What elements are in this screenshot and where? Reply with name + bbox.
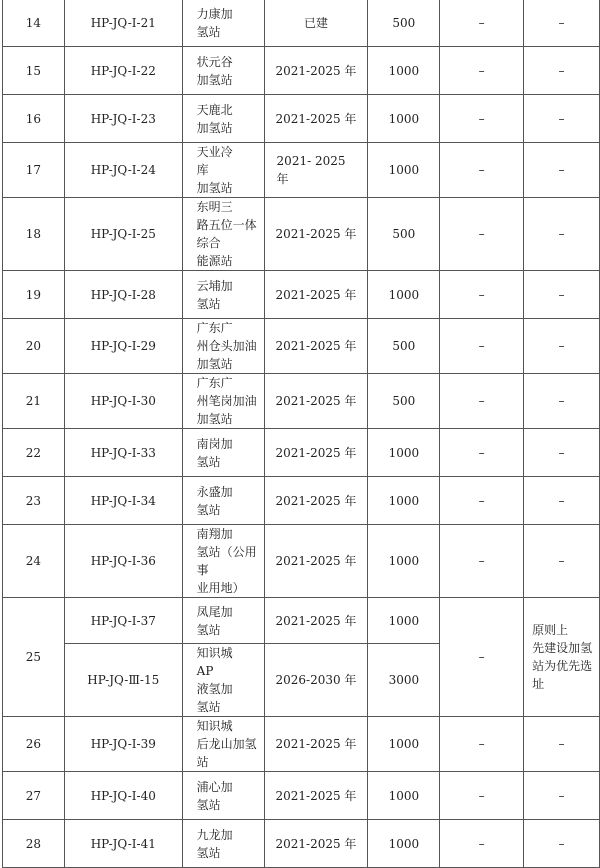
construction-period: 2021-2025 年 — [264, 525, 368, 598]
column-6-value: – — [440, 95, 524, 143]
table-row — [3, 820, 600, 868]
column-6-value: – — [440, 271, 524, 319]
capacity: 1000 — [368, 429, 440, 477]
station-code: HP-JQ-Ⅰ-33 — [64, 429, 182, 477]
hydrogen-station-table — [2, 0, 600, 868]
column-6-value: – — [440, 820, 524, 868]
table-row — [3, 198, 600, 271]
column-6-value: – — [440, 525, 524, 598]
station-name: 知识城 AP 液氢加 氢站 — [196, 646, 233, 714]
station-code: HP-JQ-Ⅲ-15 — [64, 644, 182, 717]
column-7-value: – — [524, 717, 600, 772]
station-code: HP-JQ-Ⅰ-34 — [64, 477, 182, 525]
column-6-value: – — [440, 143, 524, 198]
column-7-value: – — [524, 525, 600, 598]
table-row — [3, 47, 600, 95]
capacity: 1000 — [368, 717, 440, 772]
construction-period: 已建 — [264, 0, 368, 47]
row-number: 15 — [3, 47, 65, 95]
column-6-value: – — [440, 772, 524, 820]
station-code: HP-JQ-Ⅰ-30 — [64, 374, 182, 429]
row-number: 22 — [3, 429, 65, 477]
table-row — [3, 717, 600, 772]
construction-period: 2026-2030 年 — [264, 644, 368, 717]
table-row — [3, 95, 600, 143]
construction-period: 2021-2025 年 — [264, 717, 368, 772]
station-code: HP-JQ-Ⅰ-39 — [64, 717, 182, 772]
station-name: 状元谷 加氢站 — [196, 54, 233, 87]
station-code: HP-JQ-Ⅰ-28 — [64, 271, 182, 319]
row-number: 21 — [3, 374, 65, 429]
column-7-value: – — [524, 429, 600, 477]
station-name: 永盛加 氢站 — [196, 484, 233, 517]
row-number: 16 — [3, 95, 65, 143]
station-code: HP-JQ-Ⅰ-24 — [64, 143, 182, 198]
table-row — [3, 271, 600, 319]
column-7-value: – — [524, 374, 600, 429]
capacity: 500 — [368, 198, 440, 271]
capacity: 1000 — [368, 598, 440, 644]
construction-period: 2021-2025 年 — [264, 772, 368, 820]
station-name: 南翔加 氢站（公用事 业用地） — [196, 527, 257, 595]
row-number: 17 — [3, 143, 65, 198]
table-row — [3, 319, 600, 374]
construction-period: 2021-2025 年 — [264, 47, 368, 95]
column-6-value: – — [440, 598, 524, 717]
column-7-value: – — [524, 198, 600, 271]
row-number: 24 — [3, 525, 65, 598]
station-code: HP-JQ-Ⅰ-21 — [64, 0, 182, 47]
station-code: HP-JQ-Ⅰ-36 — [64, 525, 182, 598]
capacity: 1000 — [368, 772, 440, 820]
row-number: 18 — [3, 198, 65, 271]
table-row — [3, 143, 600, 198]
column-6-value: – — [440, 319, 524, 374]
station-code: HP-JQ-Ⅰ-22 — [64, 47, 182, 95]
table-row — [3, 598, 600, 644]
capacity: 500 — [368, 0, 440, 47]
capacity: 3000 — [368, 644, 440, 717]
table-row — [3, 772, 600, 820]
construction-period: 2021- 2025 年 — [276, 154, 346, 186]
row-number: 14 — [3, 0, 65, 47]
capacity: 1000 — [368, 820, 440, 868]
table-row — [3, 0, 600, 47]
construction-period: 2021-2025 年 — [264, 477, 368, 525]
construction-period: 2021-2025 年 — [264, 198, 368, 271]
column-6-value: – — [440, 717, 524, 772]
capacity: 500 — [368, 319, 440, 374]
station-name: 云埔加 氢站 — [196, 278, 233, 311]
site-selection-note: 原则上 先建设加氢 站为优先选 址 — [532, 623, 593, 691]
capacity: 1000 — [368, 271, 440, 319]
construction-period: 2021-2025 年 — [264, 374, 368, 429]
station-name: 广东广 州笔岗加油 加氢站 — [196, 376, 257, 426]
column-6-value: – — [440, 198, 524, 271]
column-6-value: – — [440, 374, 524, 429]
column-6-value: – — [440, 429, 524, 477]
capacity: 500 — [368, 374, 440, 429]
construction-period: 2021-2025 年 — [264, 95, 368, 143]
station-name: 力康加 氢站 — [196, 6, 233, 39]
table-row — [3, 429, 600, 477]
station-name: 九龙加 氢站 — [196, 827, 233, 860]
column-7-value: – — [524, 271, 600, 319]
capacity: 1000 — [368, 477, 440, 525]
construction-period: 2021-2025 年 — [264, 820, 368, 868]
construction-period: 2021-2025 年 — [264, 319, 368, 374]
column-6-value: – — [440, 47, 524, 95]
construction-period: 2021-2025 年 — [264, 429, 368, 477]
column-7-value: – — [524, 820, 600, 868]
station-code: HP-JQ-Ⅰ-40 — [64, 772, 182, 820]
capacity: 1000 — [368, 525, 440, 598]
column-6-value: – — [440, 0, 524, 47]
row-number: 20 — [3, 319, 65, 374]
column-6-value: – — [440, 477, 524, 525]
station-code: HP-JQ-Ⅰ-23 — [64, 95, 182, 143]
column-7-value: – — [524, 143, 600, 198]
station-name: 知识城 后龙山加氢 站 — [196, 719, 257, 769]
row-number: 27 — [3, 772, 65, 820]
column-7-value: – — [524, 477, 600, 525]
station-name: 南岗加 氢站 — [196, 436, 233, 469]
construction-period: 2021-2025 年 — [264, 271, 368, 319]
column-7-value: – — [524, 47, 600, 95]
row-number: 19 — [3, 271, 65, 319]
construction-period: 2021-2025 年 — [264, 598, 368, 644]
row-number: 28 — [3, 820, 65, 868]
table-row — [3, 374, 600, 429]
station-name: 凤尾加 氢站 — [196, 604, 233, 637]
column-7-value: – — [524, 95, 600, 143]
station-code: HP-JQ-Ⅰ-29 — [64, 319, 182, 374]
station-code: HP-JQ-Ⅰ-25 — [64, 198, 182, 271]
station-name: 东明三 路五位一体 综合 能源站 — [196, 200, 257, 268]
station-name: 天鹿北 加氢站 — [196, 102, 233, 135]
station-code: HP-JQ-Ⅰ-37 — [64, 598, 182, 644]
table-row — [3, 477, 600, 525]
table-row — [3, 525, 600, 598]
column-7-value: – — [524, 319, 600, 374]
station-name: 广东广 州仓头加油 加氢站 — [196, 321, 257, 371]
capacity: 1000 — [368, 95, 440, 143]
row-number: 25 — [3, 598, 65, 717]
row-number: 23 — [3, 477, 65, 525]
row-number: 26 — [3, 717, 65, 772]
capacity: 1000 — [368, 143, 440, 198]
column-7-value: – — [524, 772, 600, 820]
capacity: 1000 — [368, 47, 440, 95]
station-name: 浦心加 氢站 — [196, 779, 233, 812]
station-code: HP-JQ-Ⅰ-41 — [64, 820, 182, 868]
column-7-value: – — [524, 0, 600, 47]
station-name: 天业冷 库 加氢站 — [196, 145, 233, 195]
